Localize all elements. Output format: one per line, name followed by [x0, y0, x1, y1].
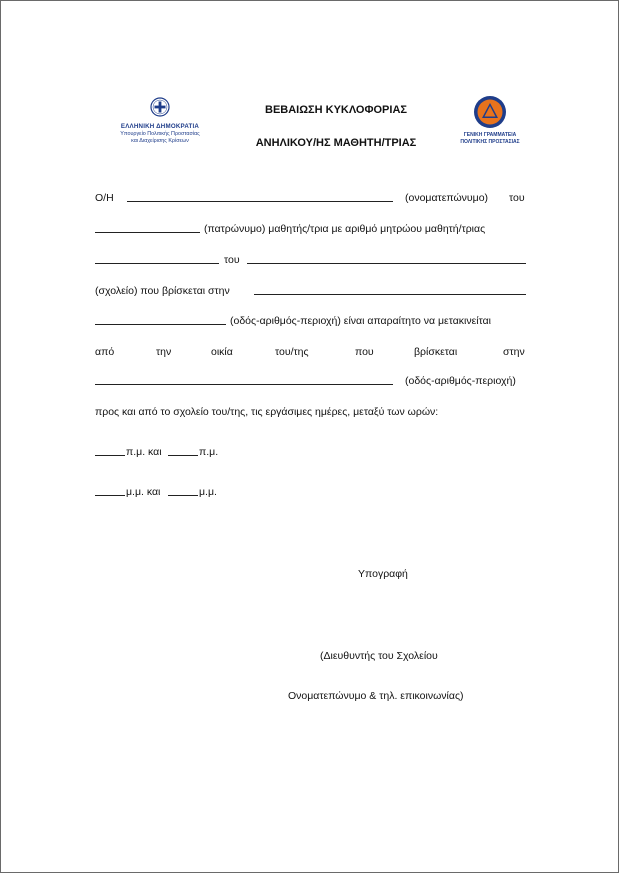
am-suffix: π.μ.: [199, 446, 219, 458]
line6-word-7: στην: [503, 346, 525, 358]
document-title-line2: ΑΝΗΛΙΚΟΥ/ΗΣ ΜΑΘΗΤΗ/ΤΡΙΑΣ: [255, 137, 417, 149]
pm-to-field[interactable]: [168, 485, 198, 496]
document-title-line1: ΒΕΒΑΙΩΣΗ ΚΥΚΛΟΦΟΡΙΑΣ: [265, 104, 407, 116]
am-to-field[interactable]: [168, 445, 198, 456]
tou-word-2: του: [224, 254, 240, 266]
school-name-field[interactable]: [247, 253, 526, 264]
am-from-field[interactable]: [95, 445, 125, 456]
signature-director: (Διευθυντής του Σχολείου: [320, 650, 438, 662]
civil-protection-emblem-icon: [473, 95, 507, 129]
patronymic-text: (πατρώνυμο) μαθητής/τρια με αριθμό μητρώου μαθητή/τριας: [204, 223, 486, 235]
pm-suffix: μ.μ.: [199, 486, 217, 498]
line6-word-1: από: [95, 346, 115, 358]
fullname-field[interactable]: [127, 191, 393, 202]
line6-word-3: οικία: [211, 346, 233, 358]
gov-logo-ministry-line2: και Διαχείρισης Κρίσεων: [131, 138, 189, 144]
civil-protection-line1: ΓΕΝΙΚΗ ΓΡΑΜΜΑΤΕΙΑ: [463, 132, 517, 138]
address-text: (οδός-αριθμός-περιοχή) είναι απαραίτητο να μετακινείται: [230, 315, 492, 327]
pm-and-text: μ.μ. και: [126, 486, 161, 498]
registry-number-field[interactable]: [95, 253, 219, 264]
tou-word-1: του: [509, 192, 525, 204]
pm-from-field[interactable]: [95, 485, 125, 496]
address-hint-2: (οδός-αριθμός-περιοχή): [405, 375, 516, 387]
signature-label: Υπογραφή: [358, 568, 408, 580]
greek-emblem-icon: [150, 97, 170, 117]
civil-protection-line2: ΠΟΛΙΤΙΚΗΣ ΠΡΟΣΤΑΣΙΑΣ: [460, 139, 520, 145]
line6-word-5: που: [355, 346, 374, 358]
schedule-text: προς και από το σχολείο του/της, τις εργάσιμες ημέρες, μεταξύ των ωρών:: [95, 406, 439, 418]
oh-label: Ο/Η: [95, 192, 114, 204]
gov-logo-title: ΕΛΛΗΝΙΚΗ ΔΗΜΟΚΡΑΤΙΑ: [120, 123, 200, 130]
am-and-text: π.μ. και: [126, 446, 162, 458]
home-address-field-2[interactable]: [95, 374, 393, 385]
gov-logo-ministry-line1: Υπουργείο Πολιτικής Προστασίας: [120, 131, 200, 137]
school-address-field[interactable]: [254, 284, 526, 295]
line6-word-2: την: [156, 346, 172, 358]
home-address-field[interactable]: [95, 314, 226, 325]
patronymic-field[interactable]: [95, 222, 200, 233]
school-text: (σχολείο) που βρίσκεται στην: [95, 285, 230, 297]
signature-contact: Ονοματεπώνυμο & τηλ. επικοινωνίας): [288, 690, 464, 702]
line6-word-4: του/της: [275, 346, 309, 358]
fullname-hint: (ονοματεπώνυμο): [405, 192, 489, 204]
line6-word-6: βρίσκεται: [414, 346, 458, 358]
